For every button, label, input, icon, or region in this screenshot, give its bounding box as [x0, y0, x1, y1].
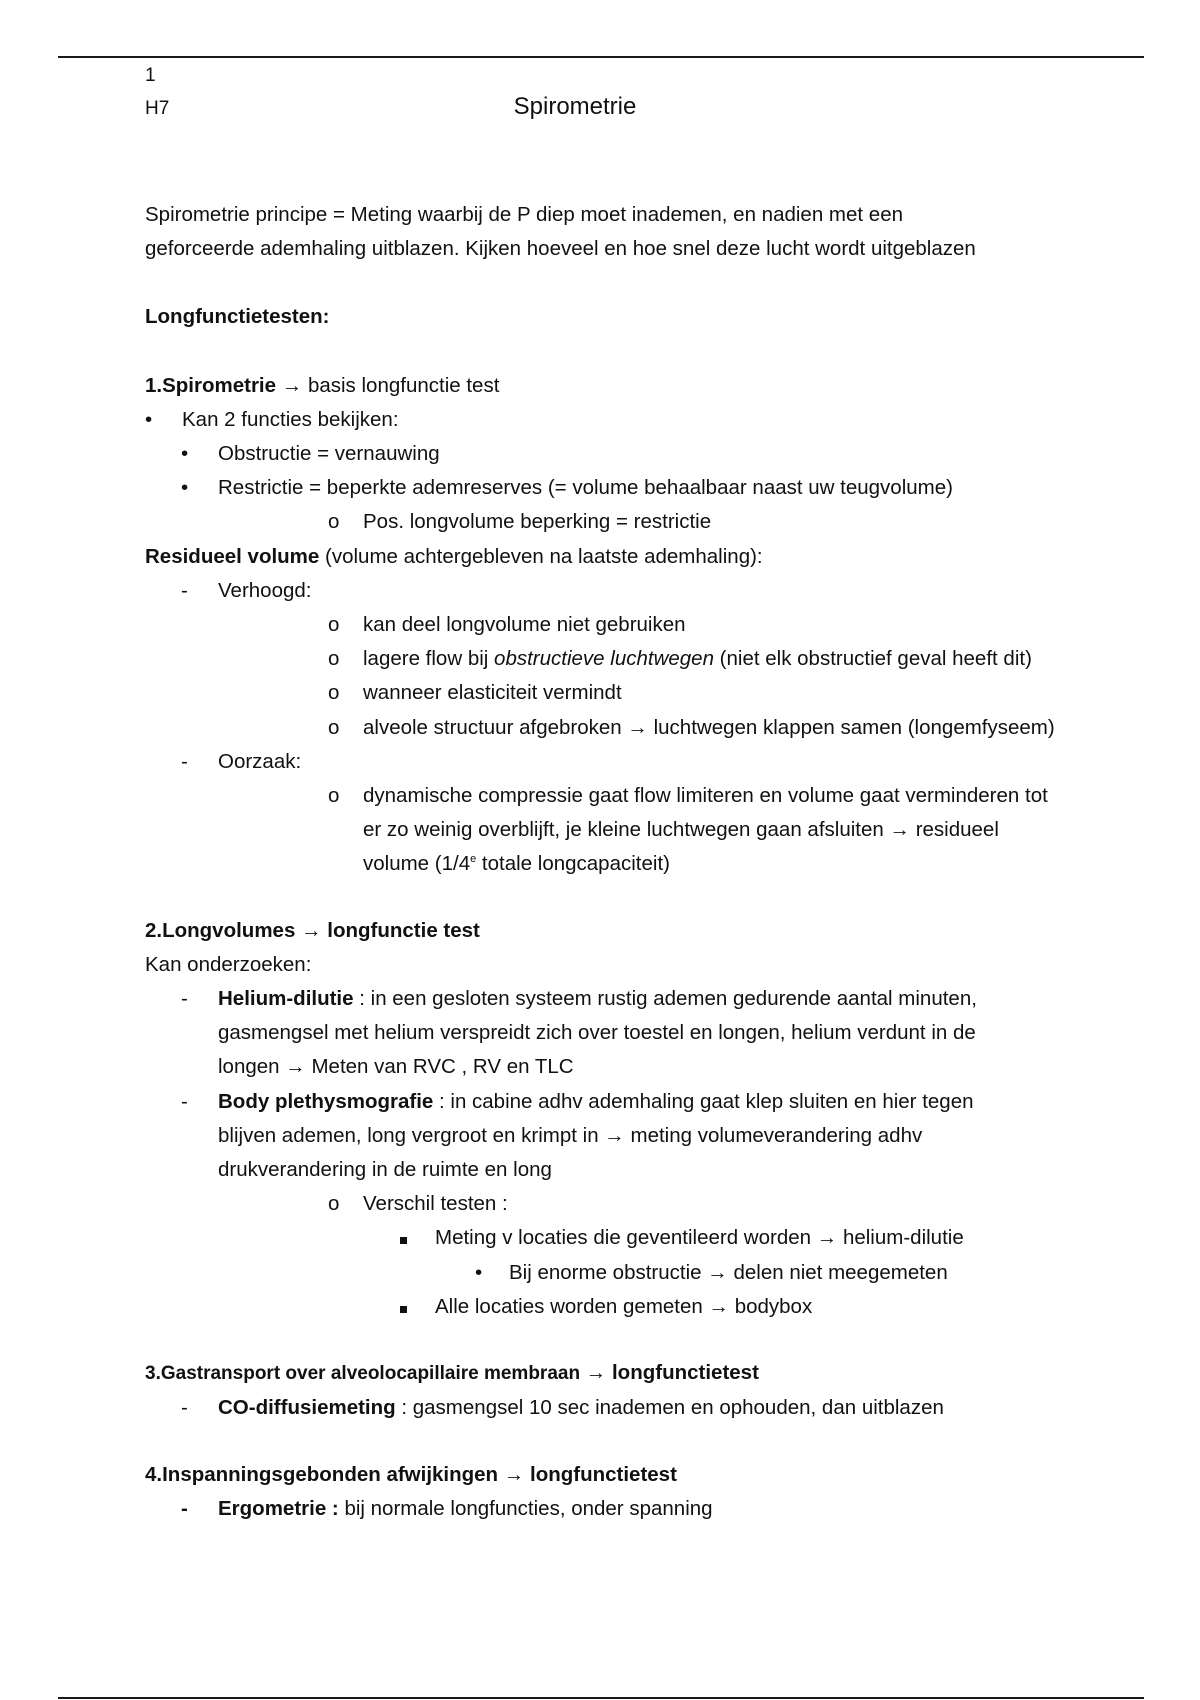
section2-heading: [145, 914, 1060, 948]
residual-title: Residueel volume: [145, 544, 320, 568]
dash-icon: -: [181, 1396, 188, 1420]
list-item: [145, 437, 1060, 471]
residual-heading: [145, 540, 1060, 574]
list-item-text: Meten van RVC , RV en TLC: [311, 1055, 574, 1079]
arrow-icon: →: [281, 373, 303, 397]
circle-bullet-icon: o: [328, 510, 340, 534]
section2-title-rest: longfunctie test: [327, 918, 480, 942]
arrow-icon: →: [285, 1055, 306, 1079]
list-item-text: kan deel longvolume niet gebruiken: [363, 613, 686, 637]
list-item-text: dynamische compressie gaat flow limiteren en volume gaat verminderen tot: [363, 784, 1048, 808]
list-item-text: totale longcapaciteit): [476, 852, 670, 876]
list-item-text: Pos. longvolume beperking = restrictie: [363, 510, 712, 534]
list-item: [145, 982, 1060, 1016]
chapter-label: H7: [145, 98, 170, 119]
list-item-text: Bij enorme obstructie: [509, 1260, 702, 1284]
list-item-text: (niet elk obstructief geval heeft dit): [713, 647, 1032, 671]
list-item-text: bij normale longfuncties, onder spanning: [338, 1496, 713, 1520]
list-item: [145, 711, 1060, 745]
list-item-continued: [145, 1016, 1060, 1050]
circle-bullet-icon: o: [328, 681, 340, 705]
list-item-text: er zo weinig overblijft, je kleine luchtwegen gaan afsluiten: [363, 818, 884, 842]
circle-bullet-icon: o: [328, 647, 340, 671]
circle-bullet-icon: o: [328, 1192, 340, 1216]
list-item: [145, 1290, 1060, 1324]
term: Helium-dilutie: [218, 987, 354, 1011]
list-item-text: gasmengsel met helium verspreidt zich over toestel en longen, helium verdunt in de: [218, 1021, 976, 1045]
list-item: [145, 1085, 1060, 1119]
list-item-text: volume (1/4: [363, 852, 471, 876]
arrow-icon: →: [503, 1462, 525, 1486]
residual-rest: (volume achtergebleven na laatste ademhaling):: [325, 544, 763, 568]
bullet-icon: •: [181, 476, 189, 500]
list-item-text: Obstructie = vernauwing: [218, 442, 440, 466]
section3-title-rest: longfunctietest: [611, 1361, 759, 1385]
list-item-continued: [145, 1119, 1060, 1153]
list-item-text: blijven ademen, long vergroot en krimpt in: [218, 1123, 599, 1147]
section4-title-rest: longfunctietest: [530, 1462, 677, 1486]
list-item: [145, 1187, 1060, 1221]
intro-text-2: geforceerde ademhaling uitblazen. Kijken hoeveel en hoe snel deze lucht wordt uitgeblazen: [145, 237, 976, 261]
bullet-icon: •: [475, 1260, 483, 1284]
list-item-text: Restrictie = beperkte ademreserves (= volume behaalbaar naast uw teugvolume): [218, 476, 953, 500]
term: CO-diffusiemeting: [218, 1396, 396, 1420]
circle-bullet-icon: o: [328, 715, 340, 739]
arrow-icon: →: [627, 715, 648, 739]
list-item-text: wanneer elasticiteit vermindt: [363, 681, 622, 705]
list-item-text: Verschil testen :: [363, 1192, 508, 1216]
list-item-text: longen: [218, 1055, 280, 1079]
list-item-text: Meting v locaties die geventileerd worden: [435, 1226, 812, 1250]
section4-heading: [145, 1458, 1060, 1492]
list-item-text: : in een gesloten systeem rustig ademen gedurende aantal minuten,: [353, 987, 977, 1011]
list-item: [145, 505, 1060, 539]
section2-title: 2.Longvolumes: [145, 918, 296, 942]
section1-title-rest: basis longfunctie test: [307, 373, 500, 397]
list-item-continued: [145, 847, 1060, 881]
list-item: [145, 574, 1060, 608]
list-item-text: meting volumeverandering adhv: [630, 1123, 923, 1147]
arrow-icon: →: [816, 1226, 838, 1250]
header-rule: [58, 56, 1144, 58]
list-item: [145, 1492, 1060, 1526]
list-item-text: Alle locaties worden gemeten: [435, 1294, 703, 1318]
list-item-continued: [145, 1050, 1060, 1084]
list-item-text: drukverandering in de ruimte en long: [218, 1158, 552, 1182]
list-item: [145, 1221, 1060, 1255]
page-title: Spirometrie: [513, 93, 637, 120]
section4-title: 4.Inspanningsgebonden afwijkingen: [145, 1462, 499, 1486]
list-item-continued: [145, 1153, 1060, 1187]
bullet-icon: •: [145, 407, 153, 431]
dash-icon: -: [181, 749, 188, 773]
heading-longfunctietesten: Longfunctietesten:: [145, 305, 330, 329]
list-item: [145, 471, 1060, 505]
intro-text-1: Spirometrie principe = Meting waarbij de P diep moet inademen, en nadien met een: [145, 203, 903, 226]
arrow-icon: →: [889, 818, 910, 842]
term: Body plethysmografie: [218, 1089, 434, 1113]
dash-icon: -: [181, 1496, 188, 1520]
circle-bullet-icon: o: [328, 613, 340, 637]
list-item-continued: [145, 813, 1060, 847]
circle-bullet-icon: o: [328, 784, 340, 808]
list-item: [145, 1391, 1060, 1425]
list-item: [145, 676, 1060, 710]
term: Ergometrie :: [218, 1496, 339, 1520]
list-item-text: lagere flow bij: [363, 647, 495, 671]
bullet-icon: •: [181, 442, 189, 466]
list-item: [145, 608, 1060, 642]
superscript: e: [470, 853, 477, 866]
dash-icon: -: [181, 578, 188, 602]
dash-icon: -: [181, 1089, 188, 1113]
page-number: 1: [145, 65, 156, 86]
section1-title: 1.Spirometrie: [145, 373, 277, 397]
document-body: [145, 198, 1060, 1526]
list-item: [145, 403, 1060, 437]
arrow-icon: →: [604, 1123, 625, 1147]
list-item: [145, 779, 1060, 813]
section3-title: 3.Gastransport over alveolocapillaire membraan: [145, 1363, 581, 1385]
square-bullet-icon: [400, 1221, 407, 1255]
list-item-text: : gasmengsel 10 sec inademen en ophouden, dan uitblazen: [395, 1396, 944, 1420]
section3-heading: [145, 1356, 1060, 1391]
list-item-text: bodybox: [734, 1294, 813, 1318]
arrow-icon: →: [301, 918, 322, 942]
list-item: [145, 642, 1060, 676]
list-item-text: Kan 2 functies bekijken:: [182, 407, 399, 431]
list-item-text: : in cabine adhv ademhaling gaat klep sluiten en hier tegen: [433, 1089, 974, 1113]
arrow-icon: →: [707, 1260, 728, 1284]
intro-line: [145, 198, 1060, 232]
section1-heading: [145, 369, 1060, 403]
list-item-text: helium-dilutie: [842, 1226, 964, 1250]
list-item-text: Verhoogd:: [218, 578, 312, 602]
section2-sub: Kan onderzoeken:: [145, 952, 312, 976]
arrow-icon: →: [585, 1361, 607, 1385]
arrow-icon: →: [708, 1294, 729, 1318]
list-item-text: alveole structuur afgebroken: [363, 715, 622, 739]
list-item-text: residueel: [915, 818, 999, 842]
list-item-text: delen niet meegemeten: [733, 1260, 948, 1284]
list-item-text: Oorzaak:: [218, 749, 302, 773]
footer-rule: [58, 1697, 1144, 1699]
list-item: [145, 745, 1060, 779]
list-item: [145, 1256, 1060, 1290]
list-item-text: luchtwegen klappen samen (longemfyseem): [653, 715, 1055, 739]
intro-line: [145, 232, 1060, 266]
italic-text: obstructieve luchtwegen: [494, 647, 714, 671]
square-bullet-icon: [400, 1290, 407, 1324]
dash-icon: -: [181, 987, 188, 1011]
